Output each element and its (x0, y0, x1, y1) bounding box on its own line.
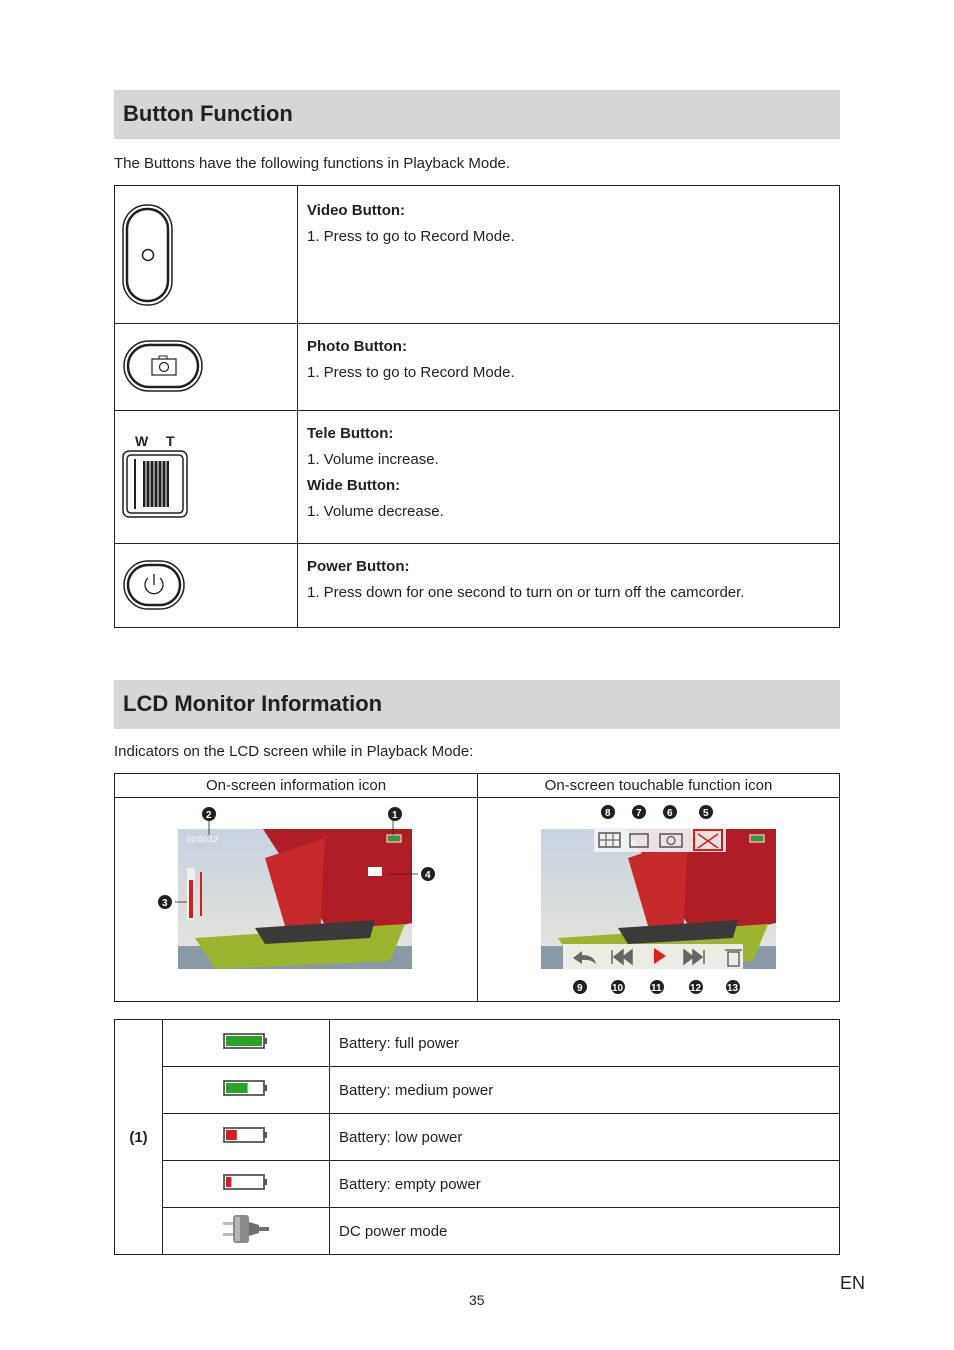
icon-cell (163, 1067, 330, 1114)
table-row (115, 1114, 840, 1161)
table-row (115, 544, 840, 628)
battery-desc: DC power mode (330, 1208, 840, 1255)
button-desc-item: 1. Volume increase. (307, 451, 439, 468)
callout-8: 8 (605, 808, 611, 819)
zoom-rocker-icon (121, 449, 201, 529)
video-button-cell (115, 186, 298, 324)
battery-desc: Battery: full power (330, 1020, 840, 1067)
callout-9: 9 (577, 983, 583, 994)
battery-medium-icon (223, 1079, 269, 1097)
battery-desc: Battery: medium power (330, 1067, 840, 1114)
battery-desc: Battery: low power (330, 1114, 840, 1161)
button-desc-item: 1. Press to go to Record Mode. (307, 364, 515, 381)
button-title: Photo Button: (307, 338, 407, 355)
section-header-button-function (114, 90, 840, 139)
photo-button-cell (115, 324, 298, 411)
photo-button-icon (115, 324, 297, 410)
tele-label: T (166, 433, 175, 449)
button-desc-item: 1. Press to go to Record Mode. (307, 228, 515, 245)
icon-cell (163, 1208, 330, 1255)
page-number: 35 (469, 1292, 485, 1308)
battery-indicator-table (114, 1019, 840, 1255)
table-header-row (115, 774, 840, 798)
button-desc-item: 1. Volume decrease. (307, 503, 444, 520)
table-row (115, 1161, 840, 1208)
callout-11: 11 (651, 983, 662, 994)
callout-4: 4 (425, 870, 431, 881)
callout-12: 12 (690, 983, 702, 994)
battery-fill (226, 1083, 248, 1093)
photo-button-desc (298, 324, 840, 411)
icon-cell (163, 1020, 330, 1067)
power-button-icon (115, 544, 297, 626)
lcd-info-screenshot (115, 798, 477, 998)
column-header: On-screen touchable function icon (478, 774, 840, 798)
dc-plug-icon (221, 1212, 271, 1246)
table-row (115, 186, 840, 324)
battery-desc: Battery: empty power (330, 1161, 840, 1208)
section-title: Button Function (123, 101, 293, 126)
callout-6: 6 (667, 808, 673, 819)
video-button-icon (115, 186, 297, 322)
battery-fill (226, 1177, 231, 1187)
power-button-cell (115, 544, 298, 628)
lcd-info-table (114, 773, 840, 1002)
intro-text: The Buttons have the following functions in Playback Mode. (114, 155, 511, 172)
button-desc-item: 1. Press down for one second to turn on or turn off the camcorder. (307, 584, 745, 601)
callout-2: 2 (206, 810, 212, 821)
table-row (115, 798, 840, 1002)
section-header-lcd-info (114, 680, 840, 729)
button-title: Video Button: (307, 202, 406, 219)
column-header: On-screen information icon (115, 774, 478, 798)
language-label: EN (840, 1273, 866, 1293)
battery-low-icon (223, 1126, 269, 1144)
button-function-table (114, 185, 840, 628)
table-row (115, 1020, 840, 1067)
button-title: Wide Button: (307, 477, 401, 494)
callout-10: 10 (612, 983, 624, 994)
callout-13: 13 (727, 983, 739, 994)
function-screen-cell (478, 798, 840, 1002)
battery-fill (226, 1036, 262, 1046)
power-button-desc (298, 544, 840, 628)
battery-full-icon (223, 1032, 269, 1050)
callout-5: 5 (703, 808, 709, 819)
lcd-function-screenshot (478, 798, 840, 998)
video-button-desc (298, 186, 840, 324)
info-screen-cell (115, 798, 478, 1002)
group-label: (1) (115, 1020, 163, 1255)
battery-fill (226, 1130, 237, 1140)
intro-text: Indicators on the LCD screen while in Playback Mode: (114, 743, 474, 760)
zoom-button-desc (298, 411, 840, 544)
icon-cell (163, 1114, 330, 1161)
callout-3: 3 (162, 898, 168, 909)
table-row (115, 1208, 840, 1255)
table-row (115, 1067, 840, 1114)
zoom-button-cell (115, 411, 298, 544)
callout-1: 1 (392, 810, 398, 821)
battery-empty-icon (223, 1173, 269, 1191)
section-title: LCD Monitor Information (123, 691, 383, 716)
table-row (115, 411, 840, 544)
button-title: Power Button: (307, 558, 410, 575)
icon-cell (163, 1161, 330, 1208)
timestamp-text: 00:00:12 (187, 835, 219, 844)
table-row (115, 324, 840, 411)
wide-label: W (135, 433, 149, 449)
callout-7: 7 (636, 808, 642, 819)
button-title: Tele Button: (307, 425, 394, 442)
